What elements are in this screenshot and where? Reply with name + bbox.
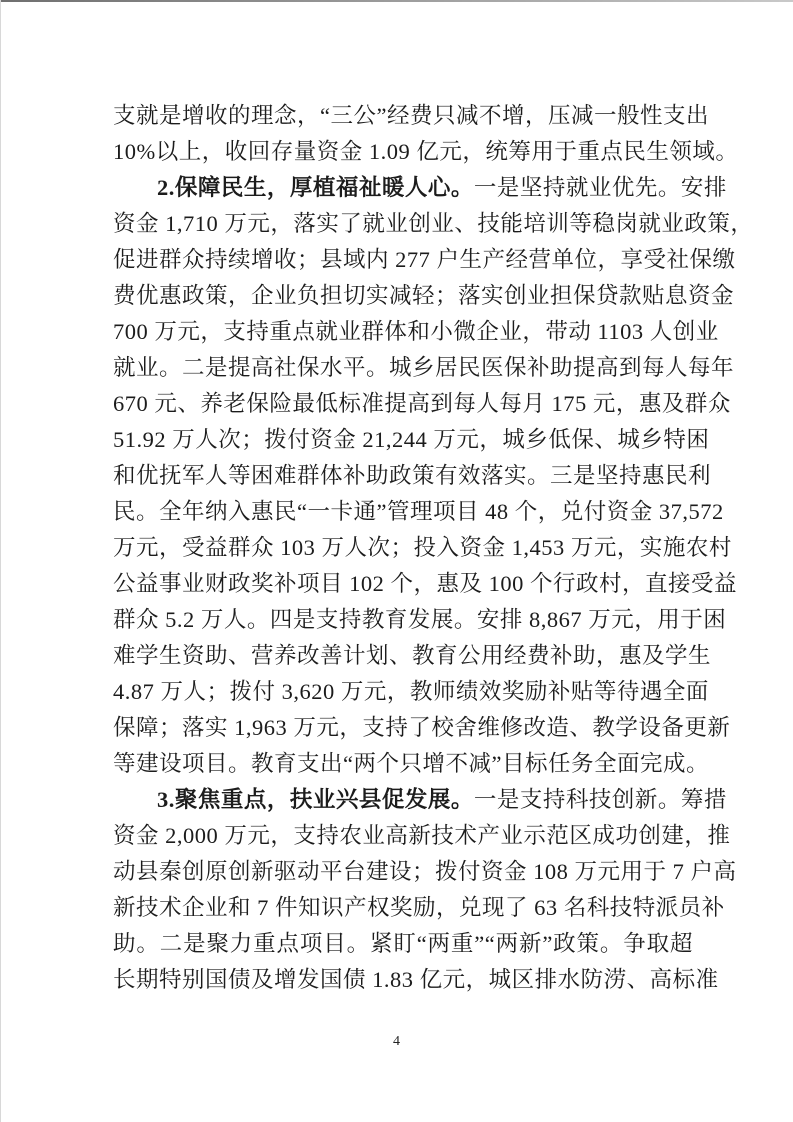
body-run: 支就是增收的理念，“三公”经费只减不增，压减一般性支出 [113,103,709,128]
text-line [113,494,724,530]
page-number: 4 [393,1034,400,1049]
text-line [113,278,735,314]
body-run: 助。二是聚力重点项目。紧盯“两重”“两新”政策。争取超 [113,931,693,956]
text-line [113,242,736,278]
text-line [113,818,731,854]
body-run: 资金 1,710 万元，落实了就业创业、技能培训等稳岗就业政策， [113,211,754,236]
section-heading: 2.保障民生，厚植福祉暖人心。 [157,175,474,200]
text-line [113,350,735,386]
text-line [113,782,727,818]
text-line [113,854,737,890]
text-line [113,314,719,350]
text-line [113,638,712,674]
text-line [113,890,725,926]
body-text [113,98,754,998]
text-line [113,566,738,602]
text-line [113,530,732,566]
scan-edge-left [0,0,1,1122]
body-run: 资金 2,000 万元，支持农业高新技术产业示范区成功创建，推 [113,823,731,848]
body-run: 民。全年纳入惠民“一卡通”管理项目 48 个，兑付资金 37,572 [113,499,724,524]
body-run: 和优抚军人等困难群体补助政策有效落实。三是坚持惠民利 [113,463,712,488]
body-run: 动县秦创原创新驱动平台建设；拨付资金 108 万元用于 7 户高 [113,859,737,884]
text-line [113,926,693,962]
text-line [113,98,709,134]
body-run: 长期特别国债及增发国债 1.83 亿元，城区排水防涝、高标准 [113,967,719,992]
text-line [113,602,727,638]
text-line [113,962,719,998]
text-line [113,710,731,746]
text-line [113,386,731,422]
body-run: 一是支持科技创新。筹措 [473,787,727,812]
text-line [113,674,709,710]
section-heading: 3.聚焦重点，扶业兴县促发展。 [157,787,474,812]
text-line [113,170,727,206]
body-run: 公益事业财政奖补项目 102 个，惠及 100 个行政村，直接受益 [113,571,738,596]
body-run: 万元，受益群众 103 万人次；投入资金 1,453 万元，实施农村 [113,535,732,560]
body-run: 费优惠政策，企业负担切实减轻；落实创业担保贷款贴息资金 [113,283,735,308]
body-run: 就业。二是提高社保水平。城乡居民医保补助提高到每人每年 [113,355,735,380]
body-run: 670 元、养老保险最低标准提高到每人每月 175 元，惠及群众 [113,391,731,416]
text-line [113,422,710,458]
text-line [113,134,739,170]
body-run: 新技术企业和 7 件知识产权奖励，兑现了 63 名科技特派员补 [113,895,725,920]
body-run: 等建设项目。教育支出“两个只增不减”目标任务全面完成。 [113,751,709,776]
text-line [113,746,709,782]
scan-edge-top [0,0,793,2]
body-run: 700 万元，支持重点就业群体和小微企业，带动 1103 人创业 [113,319,719,344]
body-run: 群众 5.2 万人。四是支持教育发展。安排 8,867 万元，用于困 [113,607,727,632]
body-run: 一是坚持就业优先。安排 [473,175,727,200]
body-run: 保障；落实 1,963 万元，支持了校舍维修改造、教学设备更新 [113,715,731,740]
body-run: 难学生资助、营养改善计划、教育公用经费补助，惠及学生 [113,643,712,668]
body-run: 51.92 万人次；拨付资金 21,244 万元，城乡低保、城乡特困 [113,427,710,452]
body-run: 10%以上，收回存量资金 1.09 亿元，统筹用于重点民生领域。 [113,139,739,164]
body-run: 促进群众持续增收；县域内 277 户生产经营单位，享受社保缴 [113,247,736,272]
body-run: 4.87 万人；拨付 3,620 万元，教师绩效奖励补贴等待遇全面 [113,679,709,704]
text-line [113,206,754,242]
text-line [113,458,712,494]
